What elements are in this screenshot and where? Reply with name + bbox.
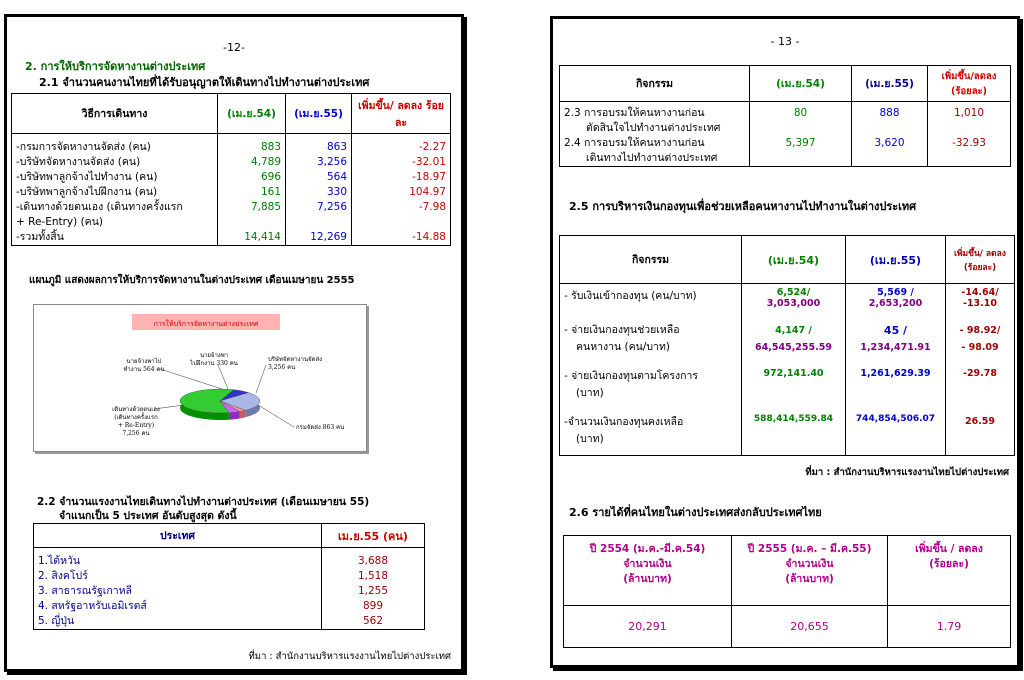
- pie-leader-line: [256, 365, 266, 393]
- table-row: 2.4 การอบรมให้คนหางานก่อน 5,397 3,620 -32.93: [560, 136, 1011, 151]
- source-note: ที่มา : สำนักงานบริหารแรงงานไทยไปต่างประเทศ: [248, 651, 451, 662]
- pie-label: นายจ้างพาไปฝึกงาน 330 คน: [190, 352, 238, 367]
- header-change: เพิ่มขึ้น/ ลดลง (ร้อยละ): [946, 236, 1015, 284]
- country-table: [33, 523, 425, 630]
- header-2555: ปี 2555 (ม.ค. – มี.ค.55) จำนวนเงิน (ล้านบาท): [732, 536, 888, 606]
- header-change: เพิ่มขึ้น / ลดลง (ร้อยละ): [888, 536, 1011, 606]
- header-apr54: (เม.ย.54): [742, 236, 846, 284]
- table-row-total: -รวมทั้งสิ้น 14,414 12,269 -14.88: [12, 230, 451, 246]
- section-title: 2. การให้บริการจัดหางานต่างประเทศ: [25, 60, 206, 73]
- fund-table: [559, 235, 1015, 456]
- header-change: เพิ่มขึ้น/ลดลง (ร้อยละ): [928, 66, 1011, 102]
- training-table: [559, 65, 1011, 167]
- chart-caption: แผนภูมิ แสดงผลการให้บริการจัดหางานในต่างประเทศ เดือนเมษายน 2555: [29, 275, 355, 286]
- table-row: 2. สิงคโปร์ 1,518: [34, 569, 425, 584]
- subsection-title-2-6: 2.6 รายได้ที่คนไทยในต่างประเทศส่งกลับประเทศไทย: [569, 506, 822, 519]
- header-apr55: (เม.ย.55): [846, 236, 946, 284]
- page-13: [550, 16, 1020, 668]
- table-header: [564, 536, 1011, 606]
- pie-label: บริษัทจัดหางานจัดส่ง 3,256 คน: [268, 356, 323, 371]
- pie-label: เดินทางด้วยตนเอง(เดินทางครั้งแรก+ Re-Entry) 7,256 คน: [112, 406, 160, 437]
- recruitment-table: [11, 93, 451, 246]
- table-header: [12, 94, 451, 134]
- table-row: 5. ญี่ปุ่น 562: [34, 614, 425, 630]
- table-row: 4. สหรัฐอาหรับเอมิเรตส์ 899: [34, 599, 425, 614]
- header-2554: ปี 2554 (ม.ค.-มี.ค.54) จำนวนเงิน (ล้านบาท): [564, 536, 732, 606]
- subsection-title-2-2-line2: จำแนกเป็น 5 ประเทศ อันดับสูงสุด ดังนี้: [59, 510, 237, 522]
- table-row: -จำนวนเงินกองทุนคงเหลือ (บาท) 588,414,559.84 744,854,506.07 26.59: [560, 412, 1015, 456]
- table-row: + Re-Entry) (คน): [12, 215, 451, 230]
- subsection-title-2-2: 2.2 จำนวนแรงงานไทยเดินทางไปทำงานต่างประเทศ (เดือนเมษายน 55): [37, 496, 370, 508]
- table-header: [34, 524, 425, 548]
- subsection-title-2-1: 2.1 จำนวนคนงานไทยที่ได้รับอนุญาตให้เดินทางไปทำงานต่างประเทศ: [39, 76, 370, 89]
- page-number: - 13 -: [770, 35, 800, 48]
- header-activity: กิจกรรม: [560, 66, 750, 102]
- table-row: - รับเงินเข้ากองทุน (คน/บาท) 6,524/ 3,053,000 5,569 / 2,653,200 -14.64/ -13.10: [560, 284, 1015, 318]
- pie-chart: [34, 305, 366, 451]
- remittance-table: [563, 535, 1011, 648]
- pie-label: กรมจัดส่ง 863 คน: [296, 424, 345, 431]
- chart-title: การให้บริการจัดหางานต่างประเทศ: [153, 320, 259, 328]
- header-apr54: (เม.ย.54): [218, 94, 286, 134]
- header-method: วิธีการเดินทาง: [12, 94, 218, 134]
- table-row: 1.ไต้หวัน 3,688: [34, 554, 425, 569]
- table-header: [560, 66, 1011, 102]
- header-apr55: (เม.ย.55): [286, 94, 352, 134]
- table-row: 2.3 การอบรมให้คนหางานก่อน 80 888 1,010: [560, 106, 1011, 121]
- table-row: - จ่ายเงินกองทุนช่วยเหลือ คนหางาน (คน/บาท) 4,147 / 64,545,255.59 45 / 1,234,471.91 - 98.92/ - 98.09: [560, 318, 1015, 364]
- subsection-title-2-5: 2.5 การบริหารเงินกองทุนเพื่อช่วยเหลือคนหางานไปทำงานในต่างประเทศ: [569, 200, 917, 213]
- header-change: เพิ่มขึ้น/ ลดลง ร้อยละ: [352, 94, 451, 134]
- table-row: - จ่ายเงินกองทุนตามโครงการ (บาท) 972,141.40 1,261,629.39 -29.78: [560, 364, 1015, 412]
- pie-leader-line: [258, 405, 294, 427]
- page-number: -12-: [223, 41, 245, 54]
- pie-chart-frame: [33, 304, 367, 452]
- page-12: [4, 14, 464, 672]
- table-row: -บริษัทจัดหางานจัดส่ง (คน) 4,789 3,256 -32.01: [12, 155, 451, 170]
- table-row: -กรมการจัดหางานจัดส่ง (คน) 883 863 -2.27: [12, 140, 451, 155]
- pie-label: นายจ้างพาไปทำงาน 564 คน: [123, 358, 165, 373]
- table-row: -เดินทางด้วยตนเอง (เดินทางครั้งแรก 7,885 7,256 -7.98: [12, 200, 451, 215]
- table-row: -บริษัทพาลูกจ้างไปฝึกงาน (คน) 161 330 104.97: [12, 185, 451, 200]
- header-apr54: (เม.ย.54): [750, 66, 852, 102]
- table-row: เดินทางไปทำงานต่างประเทศ: [560, 151, 1011, 167]
- pie-leader-line: [218, 365, 228, 389]
- table-row: 3. สาธารณรัฐเกาหลี 1,255: [34, 584, 425, 599]
- table-row: 20,291 20,655 1.79: [564, 606, 1011, 648]
- table-row: -บริษัทพาลูกจ้างไปทำงาน (คน) 696 564 -18.97: [12, 170, 451, 185]
- header-apr55-people: เม.ย.55 (คน): [322, 524, 425, 548]
- source-note: ที่มา : สำนักงานบริหารแรงงานไทยไปต่างประเทศ: [805, 467, 1009, 478]
- table-header: [560, 236, 1015, 284]
- table-row: ตัดสินใจไปทำงานต่างประเทศ: [560, 121, 1011, 136]
- header-activity: กิจกรรม: [560, 236, 742, 284]
- pie-slice-side: [240, 410, 246, 418]
- header-country: ประเทศ: [34, 524, 322, 548]
- pie-leader-line: [160, 369, 222, 389]
- header-apr55: (เม.ย.55): [852, 66, 928, 102]
